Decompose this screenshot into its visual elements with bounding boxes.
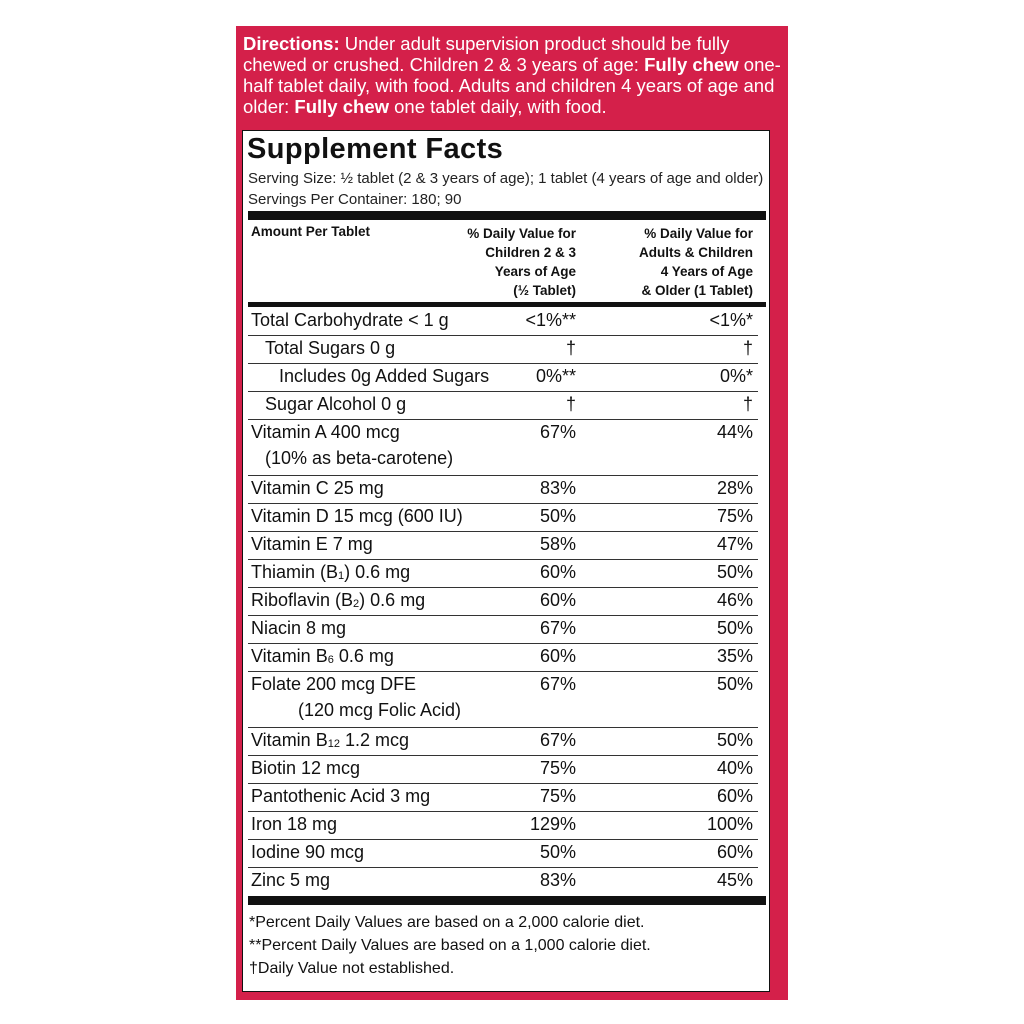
amount-per-tablet-header: Amount Per Tablet bbox=[251, 224, 371, 239]
dv-children-value: 75% bbox=[539, 758, 576, 778]
dv-adults-value: 40% bbox=[716, 758, 753, 778]
dv-adults-value: 45% bbox=[716, 870, 753, 890]
nutrient-row bbox=[248, 867, 758, 895]
footnote-3: †Daily Value not established. bbox=[249, 960, 455, 977]
nutrient-name: Biotin 12 mcg bbox=[251, 758, 361, 778]
dv-children-value: 67% bbox=[539, 674, 576, 694]
nutrient-name-part: Vitamin B bbox=[251, 730, 328, 750]
col2-line-3: & Older (1 Tablet) bbox=[641, 283, 753, 298]
nutrient-row bbox=[248, 811, 758, 839]
nutrient-row bbox=[248, 475, 758, 503]
dv-children-value: † bbox=[565, 338, 576, 358]
nutrient-row bbox=[248, 643, 758, 671]
dv-children-value: 0%** bbox=[535, 366, 576, 386]
dv-children-value: 67% bbox=[539, 618, 576, 638]
dv-children-value: 83% bbox=[539, 870, 576, 890]
directions-bold-1: Fully chew bbox=[644, 54, 739, 75]
dv-children-value: <1%** bbox=[525, 310, 576, 330]
nutrient-name-part: 2 bbox=[353, 598, 360, 610]
directions-label: Directions: bbox=[243, 33, 340, 54]
nutrient-name: Includes 0g Added Sugars bbox=[279, 366, 490, 386]
col2-line-1: Adults & Children bbox=[639, 245, 753, 260]
nutrient-row bbox=[248, 559, 758, 587]
dv-adults-value: 46% bbox=[716, 590, 753, 610]
nutrient-name-part: 6 bbox=[327, 654, 334, 666]
dv-adults-value: † bbox=[742, 394, 753, 414]
nutrient-name: Zinc 5 mg bbox=[251, 870, 331, 890]
nutrient-name: Total Carbohydrate < 1 g bbox=[251, 310, 449, 330]
nutrient-row bbox=[248, 587, 758, 615]
nutrient-name-part: 0.6 mg bbox=[333, 646, 394, 666]
col1-line-1: Children 2 & 3 bbox=[485, 245, 576, 260]
dv-adults-value: 0%* bbox=[719, 366, 753, 386]
nutrient-name bbox=[251, 559, 410, 589]
directions-text-2: one-half tablet daily, with food. Adults and children 4 years of age and older: bbox=[243, 54, 781, 117]
dv-adults-value: 35% bbox=[716, 646, 753, 666]
nutrient-row bbox=[248, 783, 758, 811]
nutrient-row bbox=[248, 335, 758, 363]
supplement-facts-title: Supplement Facts bbox=[247, 133, 504, 165]
dv-adults-value: 60% bbox=[716, 786, 753, 806]
nutrient-row bbox=[248, 391, 758, 419]
dv-children-value: 60% bbox=[539, 646, 576, 666]
col1-header bbox=[420, 224, 576, 300]
col2-line-0: % Daily Value for bbox=[644, 226, 753, 241]
nutrient-name-part: ) 0.6 mg bbox=[359, 590, 426, 610]
serving-size: Serving Size: ½ tablet (2 & 3 years of age); 1 tablet (4 years of age and older) bbox=[248, 170, 764, 187]
directions-text bbox=[243, 33, 788, 117]
nutrient-name: Iron 18 mg bbox=[251, 814, 338, 834]
footnote-1: *Percent Daily Values are based on a 2,000 calorie diet. bbox=[249, 914, 645, 931]
col1-line-3: (½ Tablet) bbox=[513, 283, 576, 298]
nutrient-row bbox=[248, 615, 758, 643]
dv-children-value: 50% bbox=[539, 506, 576, 526]
nutrient-row bbox=[248, 839, 758, 867]
dv-adults-value: 44% bbox=[716, 422, 753, 442]
nutrient-name: Total Sugars 0 g bbox=[265, 338, 396, 358]
nutrient-name-part: Vitamin B bbox=[251, 646, 328, 666]
nutrient-name-part: 1.2 mcg bbox=[339, 730, 409, 750]
thick-divider-top bbox=[248, 211, 766, 220]
col2-header bbox=[590, 224, 753, 300]
dv-children-value: 83% bbox=[539, 478, 576, 498]
nutrient-subtext: (120 mcg Folic Acid) bbox=[298, 700, 462, 720]
dv-adults-value: 75% bbox=[716, 506, 753, 526]
nutrient-row bbox=[248, 755, 758, 783]
col1-line-0: % Daily Value for bbox=[467, 226, 576, 241]
nutrient-name: Vitamin C 25 mg bbox=[251, 478, 384, 498]
nutrient-name-part: Thiamin (B bbox=[251, 562, 339, 582]
dv-adults-value: 50% bbox=[716, 730, 753, 750]
dv-adults-value: 60% bbox=[716, 842, 753, 862]
dv-adults-value: 50% bbox=[716, 618, 753, 638]
dv-children-value: 50% bbox=[539, 842, 576, 862]
dv-children-value: † bbox=[565, 394, 576, 414]
nutrient-name: Vitamin D 15 mcg (600 IU) bbox=[251, 506, 463, 526]
nutrient-name-part: ) 0.6 mg bbox=[344, 562, 411, 582]
nutrient-name bbox=[251, 727, 409, 757]
nutrient-row bbox=[248, 531, 758, 559]
dv-adults-value: 47% bbox=[716, 534, 753, 554]
nutrient-row bbox=[248, 363, 758, 391]
nutrient-name-part: Riboflavin (B bbox=[251, 590, 354, 610]
nutrient-row bbox=[248, 419, 758, 475]
dv-children-value: 129% bbox=[529, 814, 576, 834]
footnote-2: **Percent Daily Values are based on a 1,000 calorie diet. bbox=[249, 937, 651, 954]
thick-divider-bottom bbox=[248, 896, 766, 905]
nutrient-name: Vitamin A 400 mcg bbox=[251, 422, 400, 442]
nutrient-row bbox=[248, 671, 758, 727]
nutrient-row bbox=[248, 503, 758, 531]
nutrient-row bbox=[248, 727, 758, 755]
dv-children-value: 67% bbox=[539, 730, 576, 750]
nutrient-name bbox=[251, 643, 394, 673]
col2-line-2: 4 Years of Age bbox=[660, 264, 753, 279]
nutrient-name bbox=[251, 587, 425, 617]
nutrient-name: Iodine 90 mcg bbox=[251, 842, 365, 862]
nutrient-name: Niacin 8 mg bbox=[251, 618, 347, 638]
dv-adults-value: <1%* bbox=[709, 310, 753, 330]
dv-adults-value: 50% bbox=[716, 674, 753, 694]
dv-children-value: 60% bbox=[539, 590, 576, 610]
nutrient-name: Sugar Alcohol 0 g bbox=[265, 394, 407, 414]
servings-per-container: Servings Per Container: 180; 90 bbox=[248, 191, 462, 208]
dv-children-value: 58% bbox=[539, 534, 576, 554]
dv-adults-value: 100% bbox=[706, 814, 753, 834]
nutrient-name: Vitamin E 7 mg bbox=[251, 534, 373, 554]
dv-adults-value: 50% bbox=[716, 562, 753, 582]
dv-adults-value: † bbox=[742, 338, 753, 358]
nutrient-name: Folate 200 mcg DFE bbox=[251, 674, 417, 694]
directions-text-1: Under adult supervision product should be fully chewed or crushed. Children 2 & 3 years of age: bbox=[243, 33, 730, 75]
dv-children-value: 67% bbox=[539, 422, 576, 442]
nutrient-name: Pantothenic Acid 3 mg bbox=[251, 786, 431, 806]
directions-text-3: one tablet daily, with food. bbox=[389, 96, 607, 117]
directions-bold-2: Fully chew bbox=[294, 96, 389, 117]
col1-line-2: Years of Age bbox=[494, 264, 576, 279]
nutrient-name-part: 1 bbox=[338, 570, 345, 582]
dv-adults-value: 28% bbox=[716, 478, 753, 498]
nutrient-row bbox=[248, 307, 758, 335]
nutrient-name-part: 12 bbox=[327, 738, 340, 750]
nutrient-subtext: (10% as beta-carotene) bbox=[265, 448, 454, 468]
dv-children-value: 75% bbox=[539, 786, 576, 806]
dv-children-value: 60% bbox=[539, 562, 576, 582]
